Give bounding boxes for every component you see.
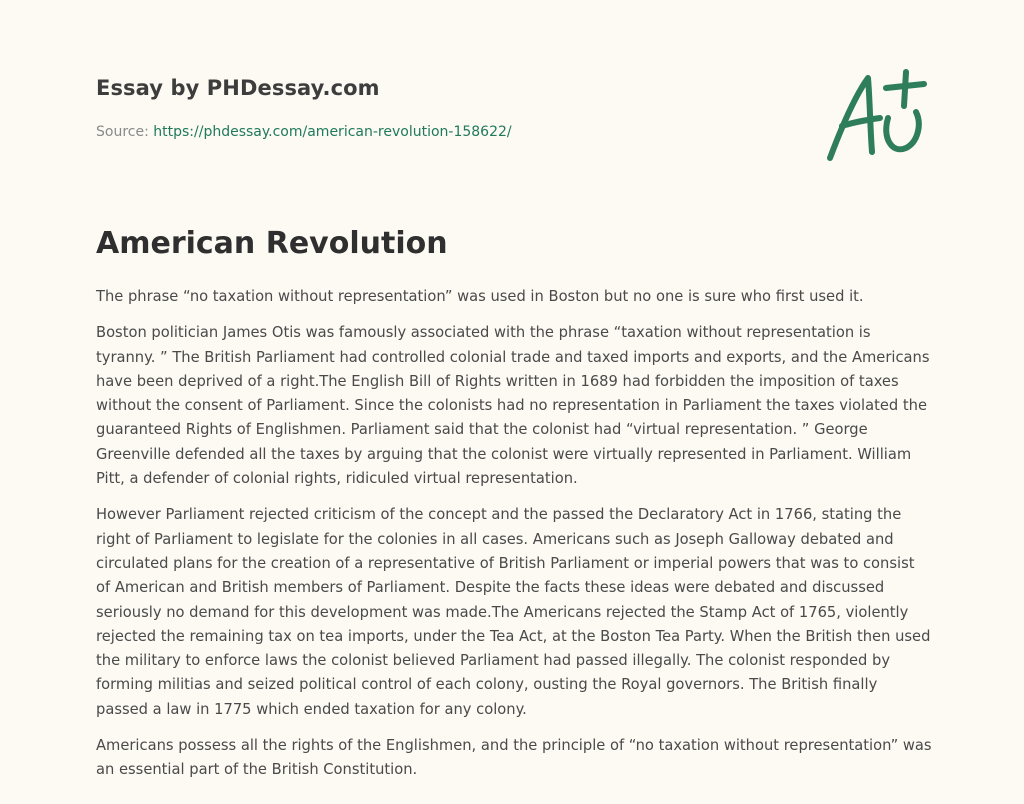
article-body xyxy=(96,285,932,795)
paragraph: However Parliament rejected criticism of the concept and the passed the Declaratory Act in 1766, stating the right of Parliament to legislate for the colonies in all cases. Americans such as Joseph Galloway debated and circulated plans for the creation of a representative of British Parliament or imperial powers that was to consist of American and British members of Parliament. Despite the facts these ideas were debated and discussed seriously no demand for this development was made.The Americans rejected the Stamp Act of 1765, violently rejected the remaining tax on tea imports, under the Tea Act, at the Boston Tea Party. When the British then used the military to enforce laws the colonist believed Parliament had passed illegally. The colonist responded by forming militias and seized political control of each colony, ousting the Royal governors. The British finally passed a law in 1775 which ended taxation for any colony. xyxy=(96,506,931,718)
source-line xyxy=(96,124,512,140)
source-link[interactable]: https://phdessay.com/american-revolution-158622/ xyxy=(153,124,512,140)
a-plus-grade-icon xyxy=(820,66,930,166)
article-title: American Revolution xyxy=(96,226,448,261)
paragraph: The phrase “no taxation without representation” was used in Boston but no one is sure who first used it. xyxy=(96,288,864,305)
paragraph: Americans possess all the rights of the Englishmen, and the principle of “no taxation without representation” was an essential part of the British Constitution. xyxy=(96,737,932,779)
paragraph: Boston politician James Otis was famously associated with the phrase “taxation without representation is tyranny. ” The British Parliament had controlled colonial trade and taxed imports and exports, and the Americans have been deprived of a right.The English Bill of Rights written in 1689 had forbidden the imposition of taxes without the consent of Parliament. Since the colonists had no representation in Parliament the taxes violated the guaranteed Rights of Englishmen. Parliament said that the colonist had “virtual representation. ” George Greenville defended all the taxes by arguing that the colonist were virtually represented in Parliament. William Pitt, a defender of colonial rights, ridiculed virtual representation. xyxy=(96,324,930,488)
source-label: Source: xyxy=(96,124,149,140)
site-brand: Essay by PHDessay.com xyxy=(96,76,380,100)
